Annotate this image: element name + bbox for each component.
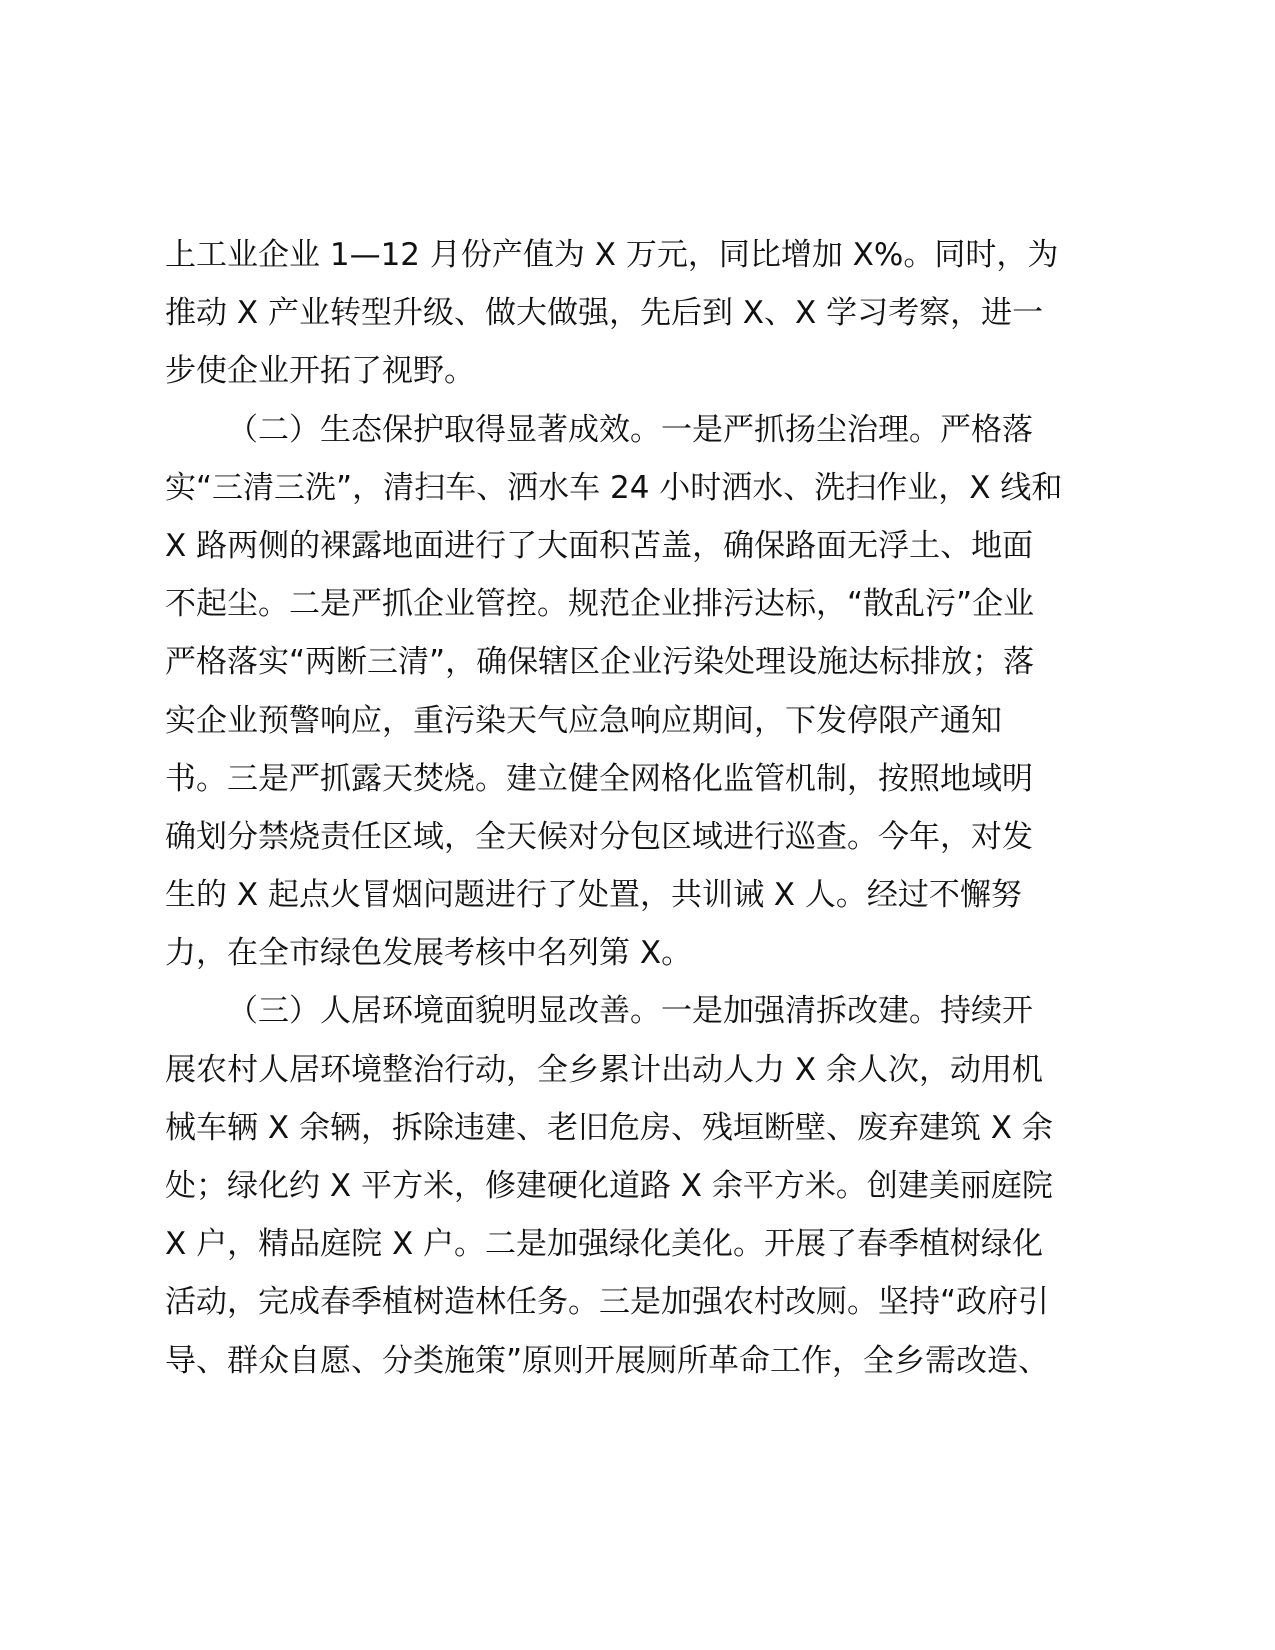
text-line: 实“三清三洗”，清扫车、洒水车 24 小时洒水、洗扫作业，X 线和 xyxy=(165,469,1063,506)
text-line: 确划分禁烧责任区域，全天候对分包区域进行巡查。今年，对发 xyxy=(165,818,1033,855)
section-heading-line: （三）人居环境面貌明显改善。一是加强清拆改建。持续开 xyxy=(227,993,1033,1030)
text-line: 生的 X 起点火冒烟问题进行了处置，共训诫 X 人。经过不懈努 xyxy=(165,877,1022,914)
text-line: 推动 X 产业转型升级、做大做强，先后到 X、X 学习考察，进一 xyxy=(165,295,1044,332)
section-heading-line: （二）生态保护取得显著成效。一是严抓扬尘治理。严格落 xyxy=(227,411,1033,448)
text-line: 导、群众自愿、分类施策”原则开展厕所革命工作，全乡需改造、 xyxy=(165,1342,1050,1379)
document-body xyxy=(165,226,1115,1390)
text-line: 实企业预警响应，重污染天气应急响应期间，下发停限产通知 xyxy=(165,702,1002,739)
text-line: 不起尘。二是严抓企业管控。规范企业排污达标，“散乱污”企业 xyxy=(165,586,1035,623)
text-line: X 路两侧的裸露地面进行了大面积苫盖，确保路面无浮土、地面 xyxy=(165,527,1034,564)
text-line: 展农村人居环境整治行动，全乡累计出动人力 X 余人次，动用机 xyxy=(165,1051,1043,1088)
text-line: 械车辆 X 余辆，拆除违建、老旧危房、残垣断壁、废弃建筑 X 余 xyxy=(165,1109,1053,1146)
text-line: 活动，完成春季植树造林任务。三是加强农村改厕。坚持“政府引 xyxy=(165,1284,1050,1321)
text-line: X 户，精品庭院 X 户。二是加强绿化美化。开展了春季植树绿化 xyxy=(165,1226,1044,1263)
text-line: 书。三是严抓露天焚烧。建立健全网格化监管机制，按照地域明 xyxy=(165,760,1033,797)
text-line: 处；绿化约 X 平方米，修建硬化道路 X 余平方米。创建美丽庭院 xyxy=(165,1168,1053,1204)
text-line: 严格落实“两断三清”，确保辖区企业污染处理设施达标排放；落 xyxy=(165,644,1035,681)
text-line: 力，在全市绿色发展考核中名列第 X。 xyxy=(165,935,693,972)
text-line: 步使企业开拓了视野。 xyxy=(165,353,475,390)
text-line: 上工业企业 1—12 月份产值为 X 万元，同比增加 X%。同时，为 xyxy=(165,237,1059,273)
